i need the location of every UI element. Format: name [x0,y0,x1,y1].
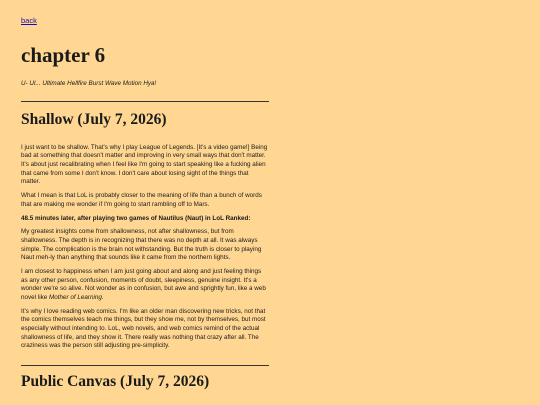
post-paragraph-2: What I mean is that LoL is probably closer to the meaning of life than a bunch of words that are making me wonder if I'm going to start rambling off to Mars. [21,192,262,208]
book-title-emphasis: Mother of Learning [49,294,102,302]
next-post-title: Public Canvas (July 7, 2026) [21,373,210,391]
post-title: Shallow (July 7, 2026) [21,111,167,129]
post-paragraph-5 [21,268,269,303]
section-divider [21,101,269,102]
section-divider-2 [21,365,269,366]
chapter-subtitle: U- Ul... Ultimate Hellfire Burst Wave Motion Hya! [21,80,157,88]
post-paragraph-5-suffix: . [101,294,104,302]
content-column [21,10,269,392]
post-body [21,144,269,351]
back-link[interactable]: back [21,16,37,25]
post-paragraph-6: It's why I love reading web comics. I'm like an older man discovering new tricks, not that the comics themselves teach me things, but they show me, not by themselves, but most especially without intending to. LoL, web novels, and web comics remind of the actual shallowness of life, and they show it. There really was nothing that crazy after all. The craziness was the person still adjusting pre-simplicity. [21,307,266,350]
post-paragraph-5-text: I am closest to happiness when I am just going about and along and just feeling things as any other person, confusion, moments of doubt, sleepiness, genuine insight. It's a wonder we're so alive. Not wonder as in confusion, but awe and sprightly fun, like a web novel like [21,267,266,302]
post-paragraph-1: I just want to be shallow. That's why I play League of Legends. [It's a video game!] Being bad at something that doesn't matter and improving in very small ways that don't matter. It's about just recalibrating when I feel like I'm going to start speaking like a fucking alien that came from some I don't know. I don't care about losing sight of the things that matter. [21,143,268,186]
post-paragraph-3: 48.5 minutes later, after playing two games of Nautilus (Naut) in LoL Ranked: [21,214,251,222]
post-paragraph-4: My greatest insights come from shallowness, not after shallowness, but from shallowness. The depth is in recognizing that there was no depth at all. It was always simple. The complication is the brain not withstanding. But the truth is closer to playing Naut meh-ly than anything that sounds like it came from the northern lights. [21,228,262,262]
chapter-title: chapter 6 [21,43,106,67]
